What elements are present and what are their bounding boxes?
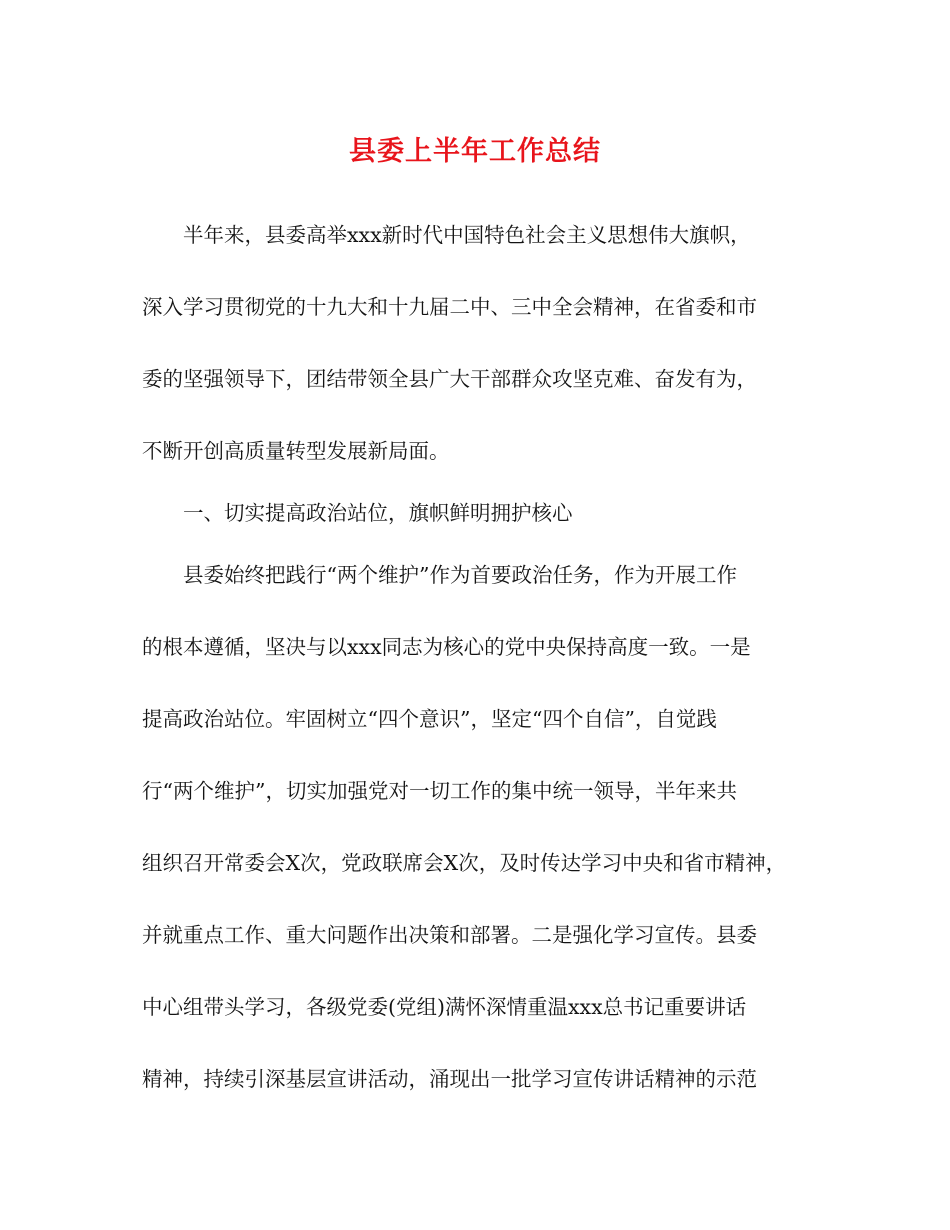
paragraph-line: 深入学习贯彻党的十九大和十九届二中、三中全会精神，在省委和市 bbox=[142, 295, 757, 319]
section-heading: 一、切实提高政治站位，旗帜鲜明拥护核心 bbox=[183, 501, 573, 525]
paragraph-line: 精神，持续引深基层宣讲活动，涌现出一批学习宣传讲话精神的示范 bbox=[142, 1067, 757, 1091]
paragraph-line: 的根本遵循，坚决与以xxx同志为核心的党中央保持高度一致。一是 bbox=[142, 635, 751, 659]
paragraph-line: 不断开创高质量转型发展新局面。 bbox=[142, 439, 450, 463]
paragraph-line: 委的坚强领导下，团结带领全县广大干部群众攻坚克难、奋发有为， bbox=[142, 367, 757, 391]
document-title: 县委上半年工作总结 bbox=[349, 136, 601, 167]
paragraph-line: 行“两个维护”，切实加强党对一切工作的集中统一领导，半年来共 bbox=[142, 779, 737, 803]
paragraph-line: 提高政治站位。牢固树立“四个意识”，坚定“四个自信”，自觉践 bbox=[142, 707, 717, 731]
paragraph-line: 县委始终把践行“两个维护”作为首要政治任务，作为开展工作 bbox=[183, 563, 737, 587]
paragraph-line: 中心组带头学习，各级党委(党组)满怀深情重温xxx总书记重要讲话 bbox=[142, 995, 747, 1019]
paragraph-line: 半年来，县委高举xxx新时代中国特色社会主义思想伟大旗帜， bbox=[183, 223, 751, 247]
paragraph-line: 组织召开常委会X次，党政联席会X次，及时传达学习中央和省市精神， bbox=[142, 851, 787, 875]
paragraph-line: 并就重点工作、重大问题作出决策和部署。二是强化学习宣传。县委 bbox=[142, 923, 757, 947]
